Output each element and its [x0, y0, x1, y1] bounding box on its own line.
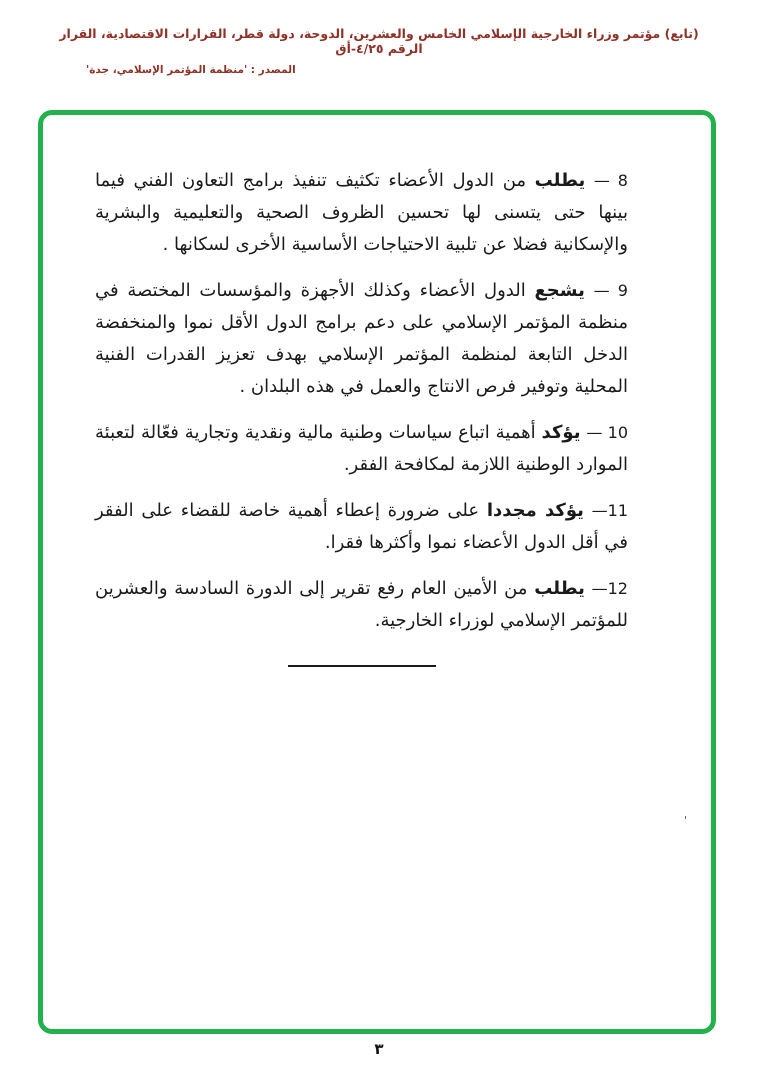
resolution-item-11: [95, 495, 628, 559]
resolution-item-9: [95, 275, 628, 403]
item-lead: يطلب: [534, 170, 586, 191]
resolution-item-8: [95, 165, 628, 261]
resolution-item-12: [95, 573, 628, 637]
item-number: 11—: [591, 501, 628, 520]
item-number: 12—: [591, 579, 628, 598]
scan-artifact: ': [684, 814, 688, 827]
item-body: الدول الأعضاء وكذلك الأجهزة والمؤسسات المختصة في منظمة المؤتمر الإسلامي على دعم برامج الدول الأقل نموا والمنخفضة الدخل التابعة لمنظمة المؤتمر الإسلامي بهدف تعزيز القدرات الفنية المحلية وتوفير فرص الانتاج والعمل في هذه البلدان .: [95, 280, 628, 397]
item-number: 8 —: [593, 171, 628, 190]
header-title: (تابع) مؤتمر وزراء الخارجية الإسلامي الخامس والعشرين، الدوحة، دولة قطر، القرارات الاقتصادية، القرار الرقم ٤/٢٥-أق: [59, 26, 699, 56]
section-divider: [288, 665, 436, 667]
resolution-item-10: [95, 417, 628, 481]
item-body: أهمية اتباع سياسات وطنية مالية ونقدية وتجارية فعّالة لتعبئة الموارد الوطنية اللازمة لمكافحة الفقر.: [95, 422, 628, 475]
document-header: [44, 26, 714, 76]
item-body: من الأمين العام رفع تقرير إلى الدورة السادسة والعشرين للمؤتمر الإسلامي لوزراء الخارجية.: [95, 578, 628, 631]
item-number: 9 —: [593, 281, 628, 300]
green-border-frame: [38, 110, 716, 1034]
page-number: ٣: [374, 1040, 384, 1058]
item-body: على ضرورة إعطاء أهمية خاصة للقضاء على الفقر في أقل الدول الأعضاء نموا وأكثرها فقرا.: [95, 500, 628, 553]
item-body: من الدول الأعضاء تكثيف تنفيذ برامج التعاون الفني فيما بينها حتى يتسنى لها تحسين الظروف الصحية والتعليمية والبشرية والإسكانية فضلا عن تلبية الاحتياجات الأساسية الأخرى لسكانها .: [95, 170, 628, 255]
item-lead: يشجع: [534, 280, 585, 301]
item-lead: يؤكد: [541, 422, 581, 443]
item-number: 10 —: [586, 423, 628, 442]
resolutions-list: [43, 115, 711, 667]
header-source-line: المصدر : 'منظمة المؤتمر الإسلامي، جدة': [86, 64, 296, 76]
item-lead: يؤكد مجددا: [486, 500, 584, 521]
item-lead: يطلب: [534, 578, 585, 599]
